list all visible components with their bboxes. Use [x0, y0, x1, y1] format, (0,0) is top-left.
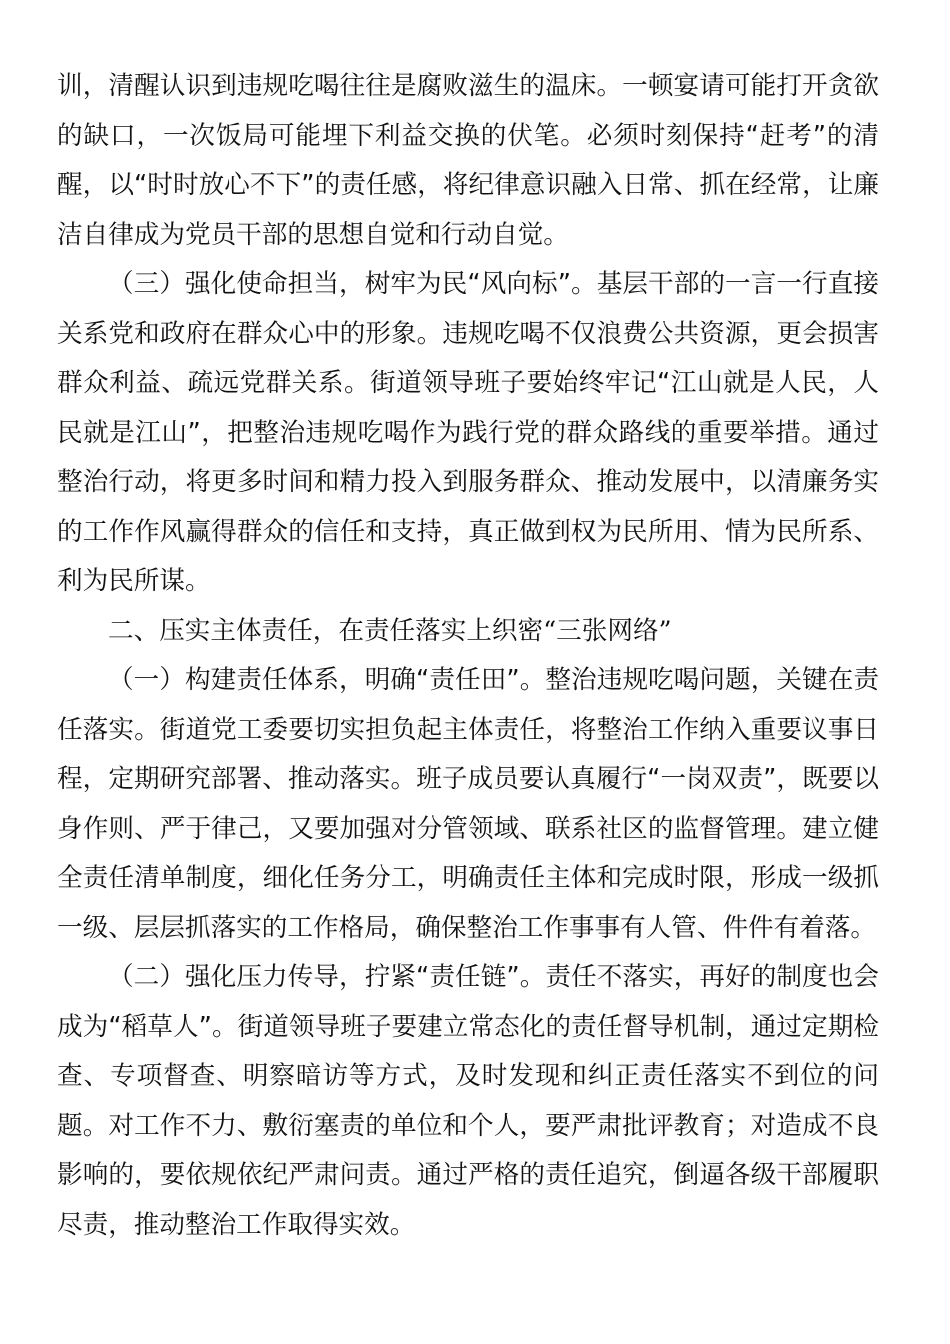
paragraph-section-three: （三）强化使命担当，树牢为民“风向标”。基层干部的一言一行直接关系党和政府在群众心中的形象。违规吃喝不仅浪费公共资源，更会损害群众利益、疏远党群关系。街道领导班子要始终牢记“江山就是人民，人民就是江山”，把整治违规吃喝作为践行党的群众路线的重要举措。通过整治行动，将更多时间和精力投入到服务群众、推动发展中，以清廉务实的工作作风赢得群众的信任和支持，真正做到权为民所用、情为民所系、利为民所谋。 — [57, 269, 879, 596]
paragraph-subsection-one: （一）构建责任体系，明确“责任田”。整治违规吃喝问题，关键在责任落实。街道党工委要切实担负起主体责任，将整治工作纳入重要议事日程，定期研究部署、推动落实。班子成员要认真履行“一岗双责”，既要以身作则、严于律己，又要加强对分管领域、联系社区的监督管理。建立健全责任清单制度，细化任务分工，明确责任主体和完成时限，形成一级抓一级、层层抓落实的工作格局，确保整治工作事事有人管、件件有着落。 — [57, 665, 879, 943]
paragraph-continuation: 训，清醒认识到违规吃喝往往是腐败滋生的温床。一顿宴请可能打开贪欲的缺口，一次饭局可能埋下利益交换的伏笔。必须时刻保持“赶考”的清醒，以“时时放心不下”的责任感，将纪律意识融入日常、抓在经常，让廉洁自律成为党员干部的思想自觉和行动自觉。 — [57, 71, 879, 250]
paragraph-subsection-two: （二）强化压力传导，拧紧“责任链”。责任不落实，再好的制度也会成为“稻草人”。街道领导班子要建立常态化的责任督导机制，通过定期检查、专项督查、明察暗访等方式，及时发现和纠正责任落实不到位的问题。对工作不力、敷衍塞责的单位和个人，要严肃批评教育；对造成不良影响的，要依规依纪严肃问责。通过严格的责任追究，倒逼各级干部履职尽责，推动整治工作取得实效。 — [57, 962, 879, 1240]
section-heading: 二、压实主体责任，在责任落实上织密“三张网络” — [108, 615, 672, 646]
document-page — [57, 62, 879, 1250]
